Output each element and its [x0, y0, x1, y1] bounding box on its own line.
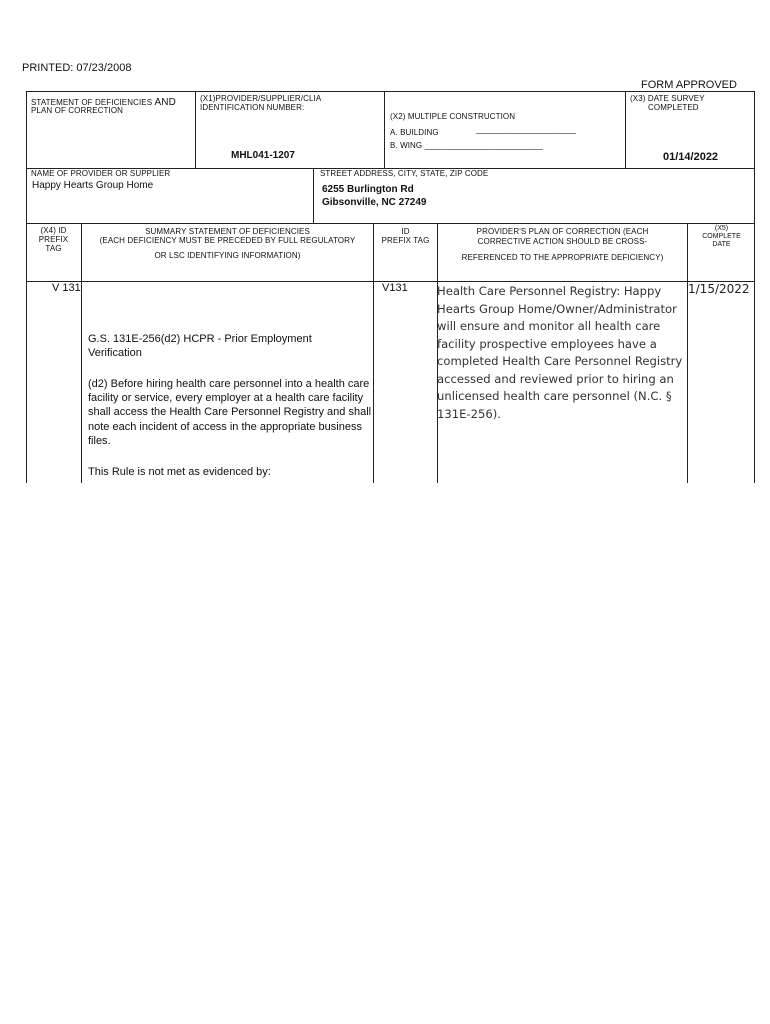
x2-label: (X2) MULTIPLE CONSTRUCTION — [390, 112, 516, 121]
x3-label-line2: COMPLETED — [648, 103, 699, 112]
summary-header: SUMMARY STATEMENT OF DEFICIENCIES (EACH DEFICIENCY MUST BE PRECEDED BY FULL REGULATORY OR LSC IDENTIFYING INFORMATION) — [99, 227, 356, 260]
statement-label-line2: PLAN OF CORRECTION — [31, 106, 124, 115]
x1-label: (X1)PROVIDER/SUPPLIER/CLIA — [200, 94, 322, 103]
rule-text: (d2) Before hiring health care personnel into a health care facility or service, every employer at a health care facility shall access the Health Care Personnel Registry and shall note each incident of access in the appropriate business files. — [88, 378, 372, 447]
wing-label: B. WING __________________________ — [390, 141, 543, 150]
building-label: A. BUILDING — [390, 128, 439, 137]
provider-name: Happy Hearts Group Home — [32, 180, 154, 191]
address-label: STREET ADDRESS, CITY, STATE, ZIP CODE — [320, 169, 489, 178]
deficiency-tag: V 131 — [52, 282, 81, 294]
x1-label-line2: IDENTIFICATION NUMBER: — [200, 103, 305, 112]
plan-header: PROVIDER'S PLAN OF CORRECTION (EACH CORRECTIVE ACTION SHOULD BE CROSS- REFERENCED TO THE APPROPRIATE DEFICIENCY) — [461, 227, 664, 262]
complete-date: 1/15/2022 — [688, 282, 750, 296]
plan-tag: V131 — [382, 282, 408, 294]
provider-name-label: NAME OF PROVIDER OR SUPPLIER — [31, 169, 171, 178]
x5-header: (X5) COMPLETE DATE — [702, 225, 741, 248]
statement-label: STATEMENT OF DEFICIENCIES AND — [31, 97, 176, 108]
x4-header: (X4) ID PREFIX TAG — [38, 226, 69, 253]
form-status: FORM APPROVED — [641, 79, 737, 91]
building-value: ______________________ — [476, 125, 577, 134]
survey-date: 01/14/2022 — [663, 151, 719, 163]
printed-date: PRINTED: 07/23/2008 — [22, 62, 132, 74]
id-header: ID PREFIX TAG — [381, 227, 430, 245]
x3-label: (X3) DATE SURVEY — [630, 94, 705, 103]
rule-title: G.S. 131E-256(d2) HCPR - Prior Employment Verification — [88, 333, 312, 359]
address-line2: Gibsonville, NC 27249 — [322, 197, 427, 208]
provider-id: MHL041-1207 — [231, 150, 295, 161]
address-line1: 6255 Burlington Rd — [322, 184, 414, 195]
evidence-text: This Rule is not met as evidenced by: — [88, 466, 271, 478]
correction-plan-text: Health Care Personnel Registry: Happy Hearts Group Home/Owner/Administrator will ensure and monitor all health care facility prospective employees have a completed Health Care Personnel Registry accessed and reviewed prior to hiring an unlicensed health care personnel (N.C. § 131E-256). — [437, 284, 683, 421]
